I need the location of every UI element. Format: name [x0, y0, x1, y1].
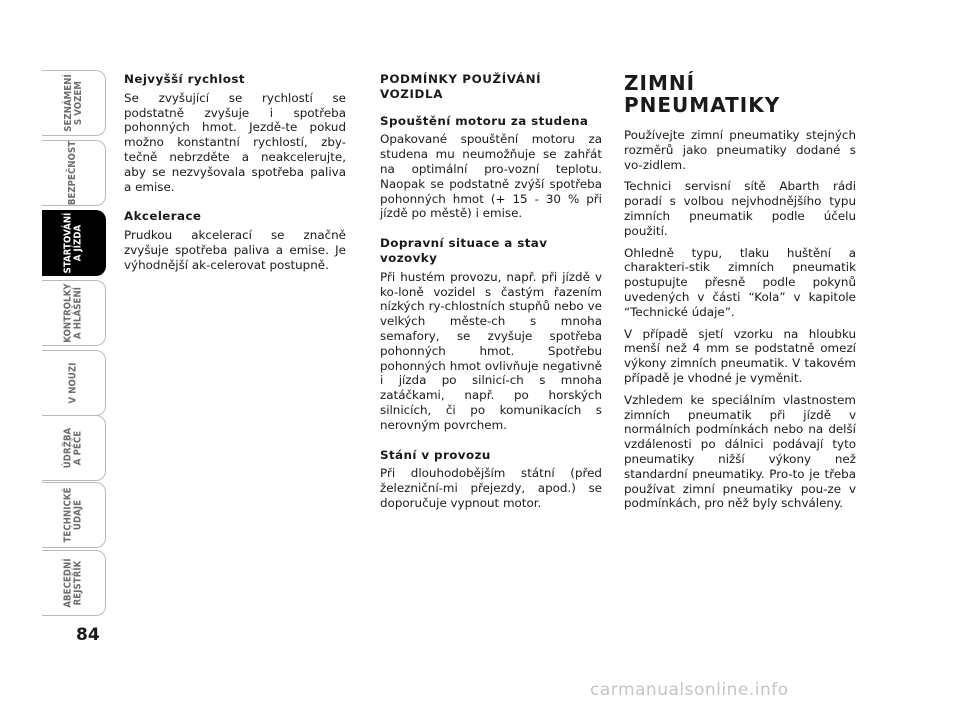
paragraph-standing: Při dlouhodobějším státní (před železniční-mi přejezdy, apod.) se doporučuje vypnout motor.	[380, 466, 602, 510]
tab-label: SEZNÁMENÍ S VOZEM	[62, 74, 84, 132]
tab-kontrolky-a-hlaseni[interactable]	[42, 280, 106, 346]
paragraph-max-speed: Se zvyšující se rychlostí se podstatně zvyšuje i spotřeba pohonných hmot. Jezdě-te pokud možno konstantní rychlostí, zby-tečně nebrzděte a neakcelerujte, aby se nezvyšovala spotřeba paliva a emise.	[124, 90, 346, 194]
section-title-winter-tyres: ZIMNÍ PNEUMATIKY	[624, 71, 781, 117]
paragraph-winter-4: V případě sjetí vzorku na hloubku menší než 4 mm se podstatně omezí výkony zimních pneumatik. V takovém případě je vhodné je vyměnit.	[624, 326, 856, 385]
tab-bezpecnost[interactable]	[42, 140, 106, 206]
tab-v-nouzi[interactable]	[42, 350, 106, 416]
paragraph-winter-2: Technici servisní sítě Abarth rádi poradí s volbou nejvhodnějšího typu zimních pneumatik podle účelu použití.	[624, 179, 856, 238]
paragraph-acceleration: Prudkou akcelerací se značně zvyšuje spotřeba paliva a emise. Je výhodnější ak-celerovat postupně.	[124, 228, 346, 272]
watermark: carmanualsonline.info	[590, 680, 789, 700]
tab-label: V NOUZI	[67, 362, 79, 404]
page-number: 84	[76, 625, 100, 645]
heading-traffic: Dopravní situace a stav vozovky	[380, 236, 548, 265]
heading-cold-start: Spouštění motoru za studena	[380, 113, 589, 128]
tab-label: BEZPEČNOST	[67, 140, 79, 206]
paragraph-traffic: Při hustém provozu, např. při jízdě v ko-loně vozidel s častým řazením nízkých ry-chlostních stupňů nebo ve velkých měste-ch s mnoha semafory, se zvyšuje spotřeba pohonných hmot. Spotřebu pohonných hmot ovlivňuje negativně i jízda po silnicí-ch s mnoha zatáčkami, např. po horských silnicích, či po komunikacích s nerovným povrchem.	[380, 269, 602, 432]
paragraph-winter-1: Používejte zimní pneumatiky stejných rozměrů jako pneumatiky dodané s vo-zidlem.	[624, 128, 856, 172]
tab-label: STARTOVÁNÍ A JÍZDA	[62, 212, 84, 274]
tab-label: ABECEDNÍ REJSTŘÍK	[62, 558, 84, 608]
tab-label: KONTROLKY A HLÁŠENÍ	[62, 283, 84, 343]
heading-max-speed: Nejvyšší rychlost	[124, 72, 245, 86]
heading-acceleration: Akcelerace	[124, 209, 202, 224]
column-middle	[380, 72, 602, 518]
tab-abecedni-rejstrik[interactable]	[42, 550, 106, 616]
paragraph-winter-5: Vzhledem ke speciálním vlastnostem zimních pneumatik při jízdě v normálních podmínkách nebo na delší vzdálenosti po dálnici podávají tyto pneumatiky nižší výkony než standardní pneumatiky. Pro-to je třeba používat zimní pneumatiky pou-ze v podmínkách, pro něž byly schváleny.	[624, 392, 856, 511]
tab-label: ÚDRŽBA A PÉČE	[62, 427, 84, 469]
paragraph-cold-start: Opakované spouštění motoru za studena mu neumožňuje se zahřát na optimální pro-vozní teplotu. Naopak se podstatně zvýší spotřeba pohonných hmot (+ 15 - 30 % při jízdě po městě) i emise.	[380, 132, 602, 221]
heading-standing: Stání v provozu	[380, 447, 491, 462]
tab-seznameni-s-vozem[interactable]	[42, 70, 106, 136]
paragraph-winter-3: Ohledně typu, tlaku huštění a charakteri-stik zimních pneumatik postupujte přesně podle pokynů uvedených v části “Kola” v kapitole “Technické údaje”.	[624, 245, 856, 319]
tab-technicke-udaje[interactable]	[42, 482, 106, 548]
tab-label: TECHNICKÉ ÚDAJE	[62, 487, 84, 543]
heading-usage-conditions: PODMÍNKY POUŽÍVÁNÍ VOZIDLA	[380, 72, 542, 101]
column-left	[124, 72, 346, 280]
tab-startovani-a-jizda[interactable]	[42, 210, 106, 276]
tab-udrzba-a-pece[interactable]	[42, 415, 106, 481]
column-right	[624, 72, 856, 518]
